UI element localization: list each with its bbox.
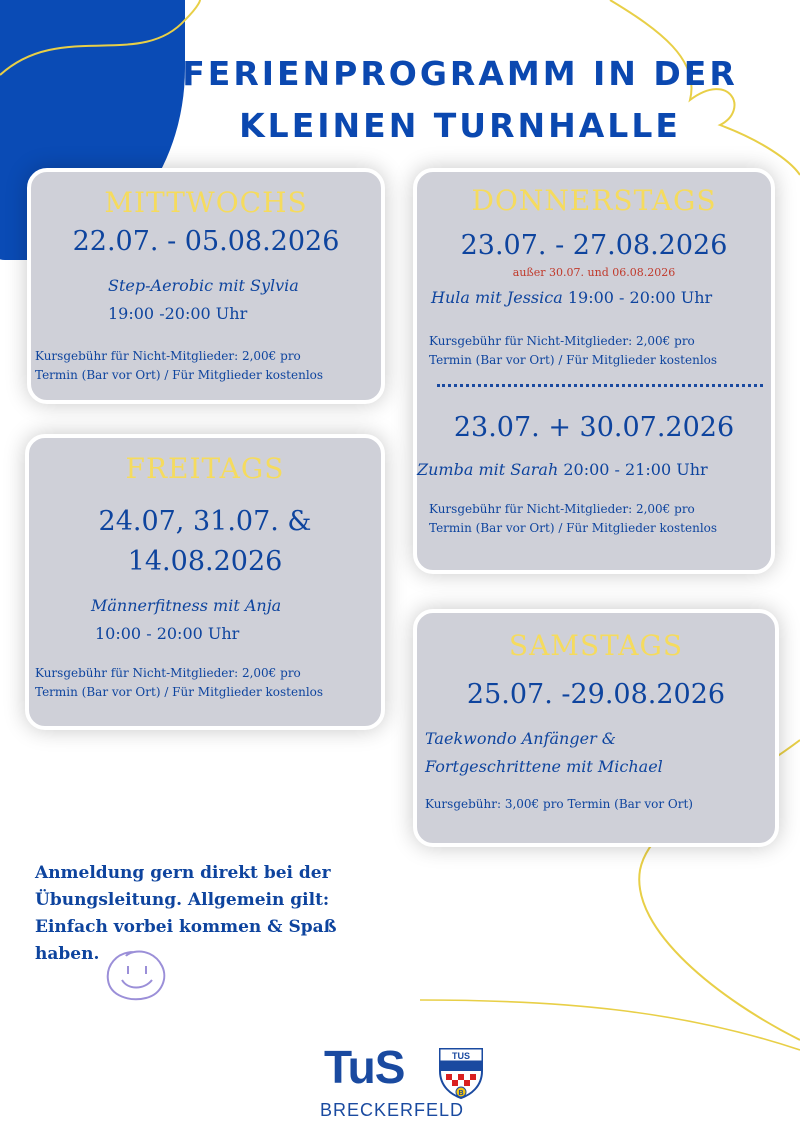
card-wednesday bbox=[27, 168, 385, 404]
date-range: 22.07. - 05.08.2026 bbox=[72, 226, 340, 257]
crest-letter: B bbox=[458, 1090, 464, 1097]
fee-line-2: Termin (Bar vor Ort) / Für Mitglieder kostenlos bbox=[35, 685, 324, 699]
day-label: SAMSTAGS bbox=[508, 629, 684, 662]
fee-line-1: Kursgebühr für Nicht-Mitglieder: 2,00€ pro bbox=[35, 349, 301, 363]
course-line-2: Fortgeschrittene mit Michael bbox=[425, 757, 663, 776]
course-time-1: 19:00 - 20:00 Uhr bbox=[567, 288, 713, 307]
fee-line-2: Termin (Bar vor Ort) / Für Mitglieder kostenlos bbox=[429, 353, 718, 367]
course-name-1 bbox=[431, 288, 712, 307]
logo-city-name: BRECKERFELD bbox=[320, 1100, 465, 1120]
title-line-1: FERIENPROGRAMM IN DER bbox=[182, 54, 738, 93]
card-friday bbox=[25, 434, 385, 730]
logo-wordmark: TuS bbox=[324, 1041, 405, 1093]
day-label: FREITAGS bbox=[125, 452, 285, 485]
note-line-1: Anmeldung gern direkt bei der bbox=[35, 863, 331, 883]
fee-info bbox=[35, 664, 323, 702]
fee-info: Kursgebühr: 3,00€ pro Termin (Bar vor Ort) bbox=[425, 797, 693, 811]
course-name: Männerfitness mit Anja bbox=[91, 596, 282, 615]
fee-line-1: Kursgebühr für Nicht-Mitglieder: 2,00€ pro bbox=[429, 502, 695, 516]
note-line-2: Übungsleitung. Allgemein gilt: bbox=[35, 890, 330, 910]
fee-info-2 bbox=[429, 500, 717, 538]
date-range: 25.07. -29.08.2026 bbox=[466, 679, 726, 710]
course-name: Step-Aerobic mit Sylvia bbox=[108, 276, 299, 295]
course-title-2: Zumba mit Sarah bbox=[417, 460, 559, 479]
club-crest-icon bbox=[438, 1047, 484, 1099]
date-range-1: 23.07. - 27.08.2026 bbox=[460, 230, 728, 261]
registration-note bbox=[35, 860, 395, 968]
fee-line-2: Termin (Bar vor Ort) / Für Mitglieder kostenlos bbox=[429, 521, 718, 535]
card-saturday bbox=[413, 609, 779, 847]
fee-info-1 bbox=[429, 332, 717, 370]
fee-line-2: Termin (Bar vor Ort) / Für Mitglieder kostenlos bbox=[35, 368, 324, 382]
date-range-2: 23.07. + 30.07.2026 bbox=[453, 412, 735, 443]
card-thursday bbox=[413, 168, 775, 574]
day-label: DONNERSTAGS bbox=[471, 184, 717, 217]
course-time: 10:00 - 20:00 Uhr bbox=[95, 624, 240, 643]
course-title-1: Hula mit Jessica bbox=[431, 288, 563, 307]
smiley-icon bbox=[104, 948, 170, 1004]
course-time: 19:00 -20:00 Uhr bbox=[108, 304, 248, 323]
course-line-1: Taekwondo Anfänger & bbox=[425, 729, 617, 748]
title-line-2: KLEINEN TURNHALLE bbox=[239, 106, 681, 145]
crest-text: TUS bbox=[452, 1051, 470, 1061]
note-line-4: haben. bbox=[35, 944, 100, 964]
dotted-divider bbox=[437, 384, 763, 387]
date-line-1: 24.07, 31.07. & bbox=[98, 506, 312, 537]
course-name-2 bbox=[417, 460, 708, 479]
note-line-3: Einfach vorbei kommen & Spaß bbox=[35, 917, 337, 937]
day-label: MITTWOCHS bbox=[104, 186, 308, 219]
fee-line-1: Kursgebühr für Nicht-Mitglieder: 2,00€ pro bbox=[35, 666, 301, 680]
fee-info bbox=[35, 347, 323, 385]
fee-line-1: Kursgebühr für Nicht-Mitglieder: 2,00€ pro bbox=[429, 334, 695, 348]
date-line-2: 14.08.2026 bbox=[127, 546, 283, 577]
exception-note: außer 30.07. und 06.08.2026 bbox=[512, 266, 676, 279]
page-title bbox=[150, 48, 770, 152]
course-time-2: 20:00 - 21:00 Uhr bbox=[563, 460, 708, 479]
